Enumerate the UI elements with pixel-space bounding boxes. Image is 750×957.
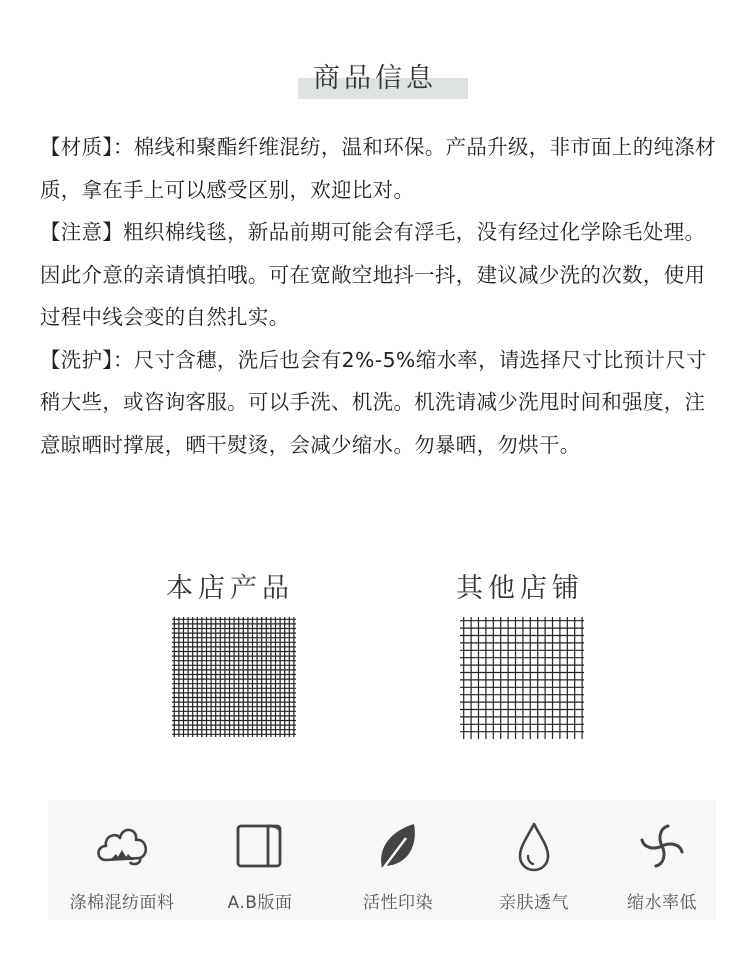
feature-label: 缩水率低 (627, 893, 697, 913)
feature-strip (48, 800, 716, 920)
feature-label: 活性印染 (363, 893, 433, 913)
our-product-label: 本店产品 (166, 573, 294, 604)
feature-label: 涤棉混纺面料 (69, 893, 175, 913)
section-header (0, 52, 750, 100)
feature-breathable (474, 800, 594, 920)
feature-low-shrink (602, 800, 722, 920)
product-description (40, 126, 716, 466)
feature-label: A.B版面 (227, 893, 293, 913)
water-drop-icon (504, 816, 564, 876)
section-title: 商品信息 (313, 63, 437, 94)
other-store-label: 其他店铺 (456, 573, 584, 604)
feature-label: 亲肤透气 (499, 893, 569, 913)
feature-cotton-blend (62, 800, 182, 920)
leaf-icon (368, 816, 428, 876)
shrink-icon (632, 816, 692, 876)
feature-ab-side (200, 800, 320, 920)
feature-reactive-dye (338, 800, 458, 920)
ab-side-icon (230, 816, 290, 876)
dense-weave-grid (172, 617, 296, 737)
care-paragraph: 【洗护】：尺寸含穗，洗后也会有2%-5%缩水率，请选择尺寸比预计尺寸稍大些，或咨询客服。可以手洗、机洗。机洗请减少洗甩时间和强度，注意晾晒时撑展，晒干熨烫，会减少缩水。勿暴晒，勿烘干。 (40, 347, 707, 457)
notice-paragraph: 【注意】粗织棉线毯，新品前期可能会有浮毛，没有经过化学除毛处理。因此介意的亲请慎拍哦。可在宽敞空地抖一抖，建议减少洗的次数，使用过程中线会变的自然扎实。 (40, 220, 706, 329)
material-paragraph: 【材质】：棉线和聚酯纤维混纺，温和环保。产品升级，非市面上的纯涤材质，拿在手上可以感受区别，欢迎比对。 (40, 135, 716, 202)
sparse-weave-grid (460, 617, 584, 739)
cotton-icon (92, 816, 152, 876)
